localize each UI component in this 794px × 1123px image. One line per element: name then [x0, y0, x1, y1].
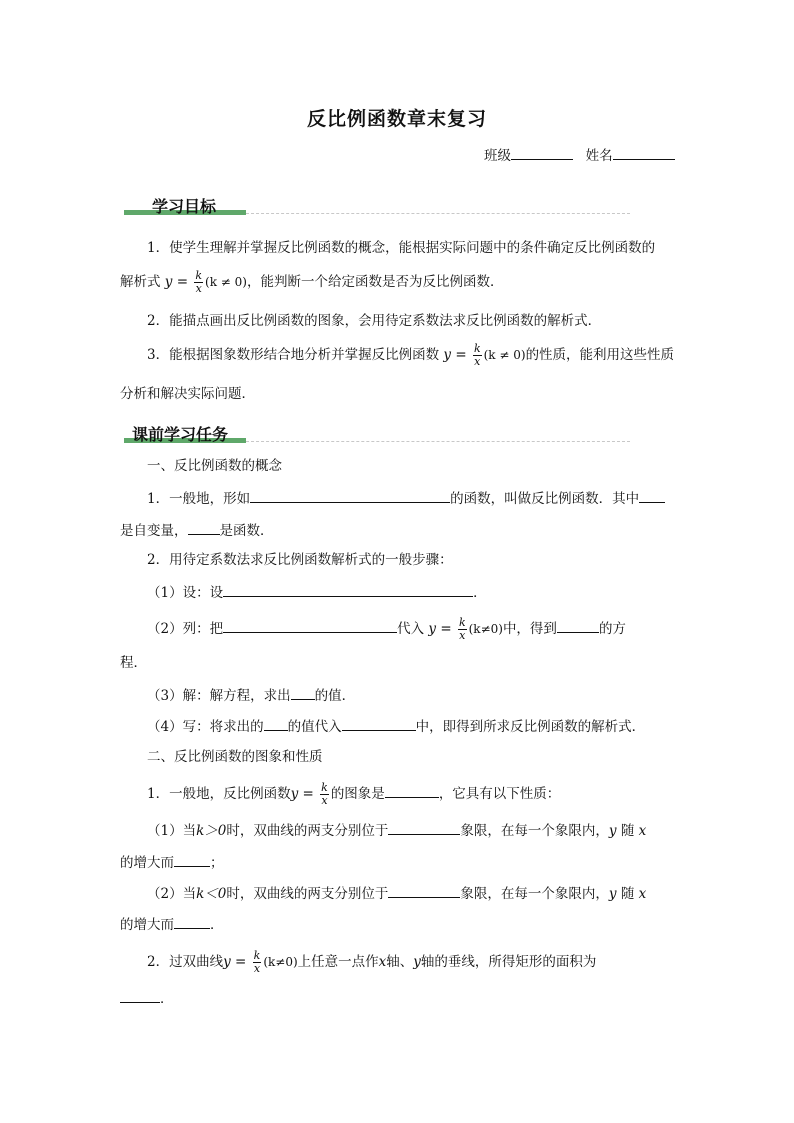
answer-blank[interactable] [291, 685, 315, 700]
objective-1-cont: 解析式 y = $\frac{k}{x}$ (k ≠ 0)，能判断一个给定函数是否为反比例函数． [120, 269, 504, 295]
step-4: （4）写：将求出的 的值代入 中，即得到所求反比例函数的解析式． [147, 716, 645, 737]
answer-blank[interactable] [188, 520, 220, 535]
fraction-k-over-x: $\frac{k}{x}$ [195, 269, 203, 295]
answer-blank[interactable] [174, 914, 210, 929]
name-field[interactable] [613, 145, 675, 160]
objective-1: 1．使学生理解并掌握反比例函数的概念，能根据实际问题中的条件确定反比例函数的 [147, 240, 656, 256]
class-field[interactable] [511, 145, 573, 160]
answer-blank[interactable] [388, 820, 460, 835]
answer-blank[interactable] [250, 488, 450, 503]
answer-blank[interactable] [385, 783, 439, 798]
step-1: （1）设：设 ． [147, 582, 487, 603]
objective-2: 2．能描点画出反比例函数的图象，会用待定系数法求反比例函数的解析式． [147, 313, 602, 329]
section-title-tasks: 课前学习任务 [132, 425, 229, 444]
case-2-cont: 的增大而 ． [120, 914, 224, 935]
section-divider [246, 441, 630, 442]
answer-blank[interactable] [264, 716, 288, 731]
graph-1: 1．一般地，反比例函数y = $\frac{k}{x}$ 的图象是 ，它具有以下性质： [147, 781, 561, 807]
graph-2: 2．过双曲线y = $\frac{k}{x}$ (k≠0)上任意一点作x轴、y轴的垂线，所得矩形的面积为 [147, 949, 597, 975]
answer-blank[interactable] [120, 988, 160, 1003]
answer-blank[interactable] [174, 852, 210, 867]
part2-heading: 二、反比例函数的图象和性质 [147, 749, 323, 765]
section-title-objectives: 学习目标 [152, 197, 217, 216]
task-1: 1．一般地，形如 的函数，叫做反比例函数．其中 [147, 488, 665, 509]
case-1-cont: 的增大而 ； [120, 852, 224, 873]
section-divider [246, 213, 630, 214]
answer-blank[interactable] [388, 883, 460, 898]
fraction-k-over-x: $\frac{k}{x}$ [473, 342, 481, 368]
class-label: 班级 [484, 148, 511, 164]
objective-3: 3．能根据图象数形结合地分析并掌握反比例函数 y = $\frac{k}{x}$ (k ≠ 0)的性质，能利用这些性质 [147, 342, 675, 368]
task-1-cont: 是自变量， 是函数． [120, 520, 274, 541]
fraction-k-over-x: $\frac{k}{x}$ [253, 949, 261, 975]
case-2: （2）当k＜0时，双曲线的两支分别位于 象限，在每一个象限内，y 随 x [147, 883, 646, 904]
case-1: （1）当k＞0时，双曲线的两支分别位于 象限，在每一个象限内，y 随 x [147, 820, 646, 841]
answer-blank[interactable] [557, 618, 599, 633]
part1-heading: 一、反比例函数的概念 [147, 458, 282, 474]
step-2-cont: 程． [120, 655, 147, 671]
task-2: 2．用待定系数法求反比例函数解析式的一般步骤： [147, 552, 453, 568]
answer-blank[interactable] [342, 716, 416, 731]
answer-blank[interactable] [223, 582, 473, 597]
page-title: 反比例函数章末复习 [306, 108, 487, 130]
answer-blank[interactable] [639, 488, 665, 503]
answer-blank[interactable] [223, 618, 397, 633]
step-2: （2）列：把 代入 y = $\frac{k}{x}$ (k≠0)中，得到 的方 [147, 616, 626, 642]
class-name-fields [484, 145, 675, 166]
graph-2-cont: ． [120, 988, 174, 1009]
fraction-k-over-x: $\frac{k}{x}$ [321, 781, 328, 807]
step-3: （3）解：解方程，求出 的值． [147, 685, 355, 706]
fraction-k-over-x: $\frac{k}{x}$ [458, 616, 466, 642]
name-label: 姓名 [585, 148, 613, 164]
objective-3-cont: 分析和解决实际问题． [120, 386, 255, 402]
